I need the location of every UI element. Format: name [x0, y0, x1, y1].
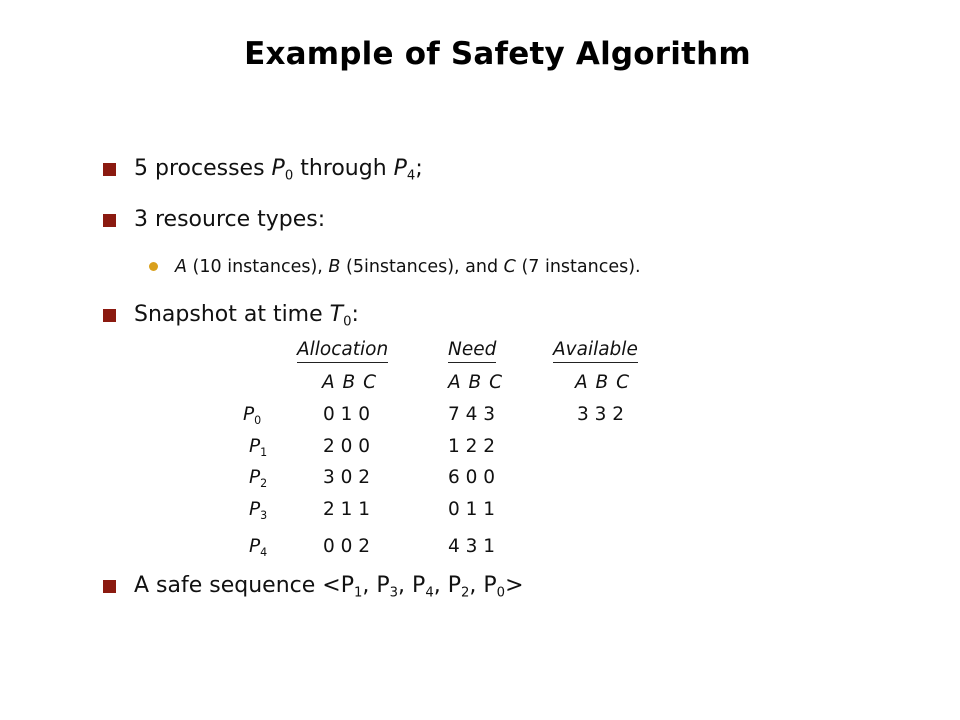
bullet-square-icon [103, 163, 116, 176]
cell-need: 0 1 1 [448, 499, 496, 520]
cell-allocation: 2 0 0 [323, 436, 371, 457]
bullet-text: A safe sequence $<P_1$, $P_3$, $P_4$, $P_2$, $P_0>$ [134, 573, 524, 601]
header-available: Available [553, 339, 638, 363]
subheader-allocation: A B C [322, 372, 377, 393]
sub-bullet-dot-icon [149, 262, 158, 271]
row-process-label: $P_3$ [249, 499, 268, 522]
bullet-text: 3 resource types: [134, 207, 326, 232]
row-process-label: $P_2$ [249, 467, 268, 490]
cell-available: 3 3 2 [577, 404, 625, 425]
bullet-text: Snapshot at time $T_0$: [134, 302, 359, 330]
header-allocation: Allocation [297, 339, 388, 363]
row-process-label: $P_1$ [249, 436, 268, 459]
subheader-available: A B C [575, 372, 630, 393]
row-process-label: $P_4$ [249, 536, 268, 559]
bullet-square-icon [103, 580, 116, 593]
cell-allocation: 2 1 1 [323, 499, 371, 520]
bullet-square-icon [103, 214, 116, 227]
header-need: Need [448, 339, 496, 363]
cell-need: 1 2 2 [448, 436, 496, 457]
cell-need: 7 4 3 [448, 404, 496, 425]
cell-allocation: 0 1 0 [323, 404, 371, 425]
cell-allocation: 0 0 2 [323, 536, 371, 557]
bullet-square-icon [103, 309, 116, 322]
cell-need: 4 3 1 [448, 536, 496, 557]
slide-title: Example of Safety Algorithm [244, 36, 751, 72]
row-process-label: $P_0$ [243, 404, 262, 427]
bullet-text: 5 processes $P_0$ through $P_4$; [134, 156, 423, 184]
sub-bullet-text: A (10 instances), B (5instances), and C (7 instances). [175, 257, 641, 277]
cell-allocation: 3 0 2 [323, 467, 371, 488]
cell-need: 6 0 0 [448, 467, 496, 488]
subheader-need: A B C [448, 372, 503, 393]
